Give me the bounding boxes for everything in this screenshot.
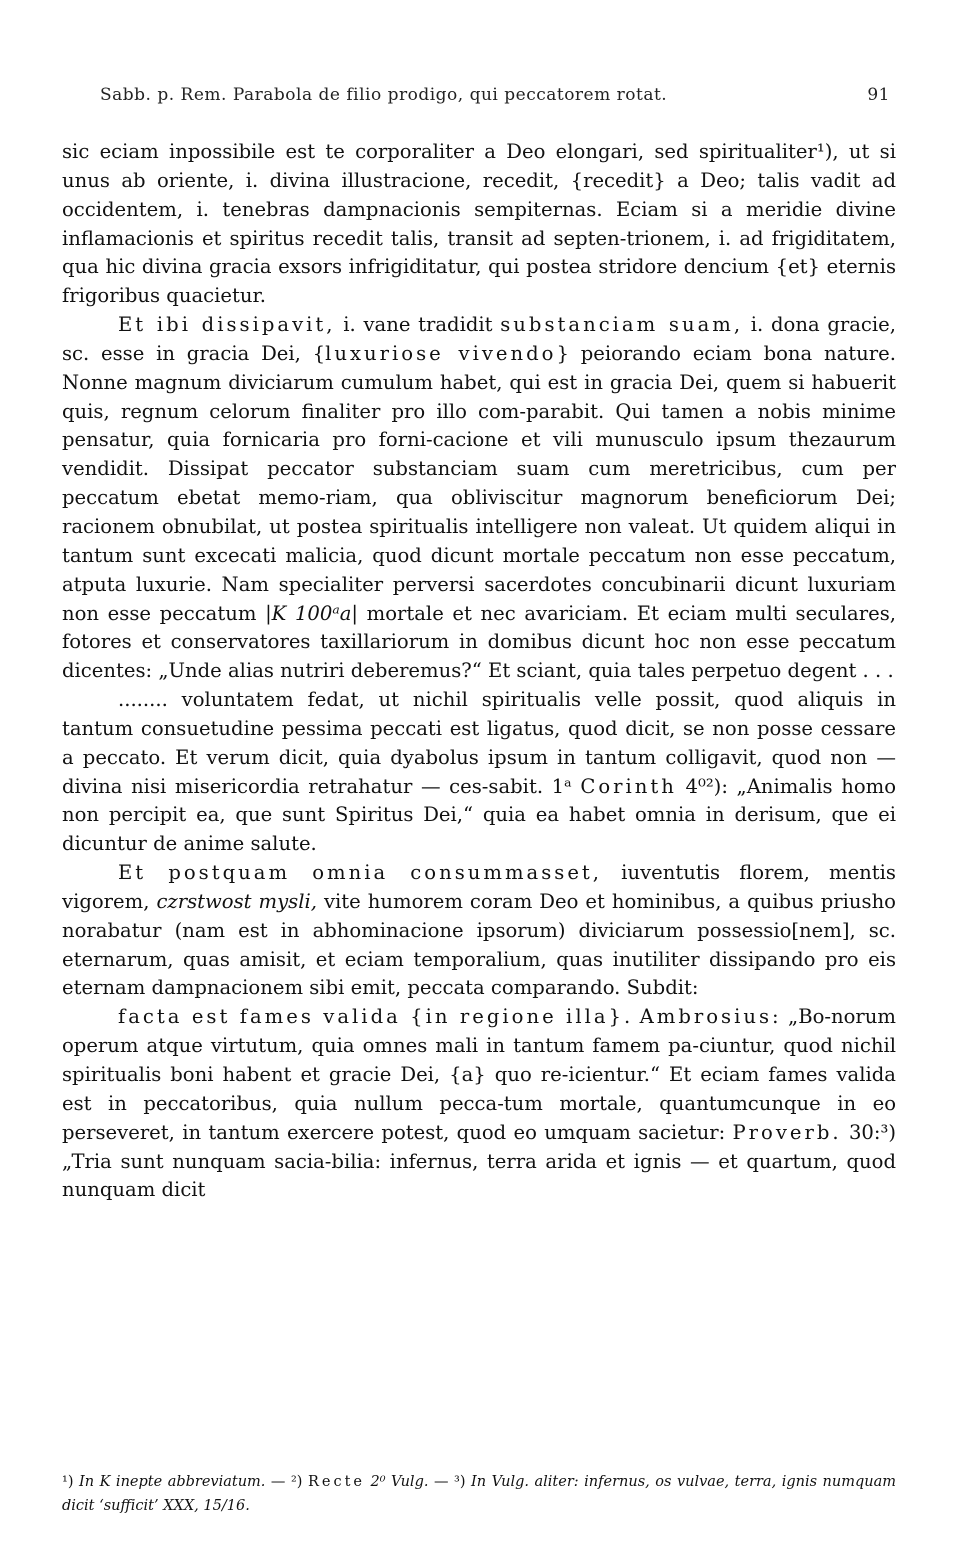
paragraph-5	[62, 1003, 896, 1205]
footnote-3-number: ³)	[454, 1474, 466, 1490]
footnote-block	[62, 1470, 896, 1518]
lemma-luxuriose: luxuriose vivendo	[325, 341, 557, 365]
text-run: i. dona gracie, sc. esse in gracia Dei, {	[62, 313, 896, 365]
text-run: „Bo-norum operum atque virtutum, quia omnes mali in tantum famem pa-ciuntur, quod nichil spiritualis boni habent et gracie Dei, {a} quo re-icientur.“ Et eciam fames valida est in peccatoribus, quia nullum pecca-tum mortale, quantumcunque in eo perseveret, in tantum exercere potest, quod eo umquam sacietur:	[62, 1005, 896, 1144]
footnote-separator: —	[265, 1474, 291, 1490]
text-run: ........ voluntatem fedat, ut nichil spiritualis velle possit, quod aliquis in tantum consuetudine pessima peccati est ligatus, quod dicit, se non posse cessare a peccato. Et verum dicit, quia dyabolus ipsum in tantum colligavit, quod non — divina nisi misericordia retrahatur — ces-sabit. 1ᵃ	[62, 688, 896, 798]
footnote-2-lead: Recte	[307, 1474, 365, 1490]
paragraph-2	[62, 311, 896, 686]
footnote-2-number: ²)	[290, 1474, 303, 1490]
footnote-2-text: 2⁰ Vulg.	[364, 1474, 429, 1490]
lemma-postquam: Et postquam omnia consummasset,	[118, 861, 603, 885]
text-run: } peiorando eciam bona nature. Nonne magnum diviciarum cumulum habet, qui est in gracia Dei, quem si habuerit quis, regnum celorum finaliter pro illo com-parabit. Qui tamen a nobis minime pensatur, quia fornicaria pro forni-cacione et vili munusculo ipsum thezaurum vendidit. Dissipat peccator substanciam suam cum meretricibus, cum per peccatum ebetat memo-riam, qua obliviscitur magnorum beneficiorum Dei; racionem obnubilat, ut postea spiritualis intelligere non valeat. Ut quidem aliqui in tantum sunt excecati malicia, quod dicunt mortale peccatum non esse peccatum, atputa luxurie. Nam specialiter perversi sacerdotes concubinarii dicunt luxuriam non esse peccatum	[62, 341, 896, 625]
text-run: mortale et nec avariciam. Et eciam multi seculares, fotores et conservatores taxillariorum in domibus dicunt hoc non esse peccatum dicentes: „Unde alias nutriri deberemus?“ Et sciant, quia tales perpetuo degent . . .	[62, 601, 896, 683]
lemma-substanciam: substanciam suam,	[500, 313, 744, 337]
manuscript-reference: |K 100ᵃa|	[265, 601, 358, 625]
body-text	[62, 138, 896, 1205]
footnote-1-text: In K inepte abbreviatum.	[79, 1474, 266, 1490]
citation-ambrosius: Ambrosius:	[639, 1005, 782, 1029]
footnote-1-number: ¹)	[62, 1474, 74, 1490]
lemma-fames: facta est fames valida {in regione illa}.	[118, 1005, 634, 1029]
footnote-separator: —	[428, 1474, 454, 1490]
citation-proverb: Proverb.	[732, 1120, 842, 1144]
paragraph-1: sic eciam inpossibile est te corporaliter a Deo elongari, sed spiritualiter¹), ut si unus ab oriente, i. divina illustracione, recedit, {recedit} a Deo; talis vadit ad occidentem, i. tenebras dampnacionis sempiternas. Eciam si a meridie divine inflamacionis et spiritus recedit talis, transit ad septen-trionem, i. ad frigiditatem, qua hic divina gracia exsors infrigiditatur, qui postea stridore dencium {et} eternis frigoribus quacietur.	[62, 140, 896, 308]
lemma-dissipavit: Et ibi dissipavit,	[118, 313, 336, 337]
paragraph-3	[62, 686, 896, 859]
paragraph-4	[62, 859, 896, 1003]
text-run: i. vane tradidit	[335, 313, 501, 337]
citation-corinth: Corinth	[580, 774, 677, 798]
text-run: 4⁰²): „Animalis homo non percipit ea, que sunt Spiritus Dei,“ quia ea habet omnia in derisum, que ei dicuntur de anime salute.	[62, 774, 896, 856]
page-number: 91	[867, 85, 890, 105]
footnote-3-text: In Vulg. aliter: infernus, os vulvae, terra, ignis numquam dicit ‘sufficit’ XXX, 15/16.	[62, 1474, 896, 1514]
text-run: 30:³) „Tria sunt nunquam sacia-bilia: infernus, terra arida et ignis — et quartum, quod nunquam dicit	[62, 1120, 896, 1202]
footnotes	[62, 1470, 896, 1518]
running-title: Sabb. p. Rem. Parabola de filio prodigo, qui peccatorem rotat.	[100, 85, 668, 105]
text-run: vite humorem coram Deo et hominibus, a quibus priusho norabatur (nam est in abhominacione ipsorum) diviciarum possessio[nem], sc. eternarum, quas amisit, et eciam temporalium, quas inutiliter dissipando pro eis eternam dampnacionem sibi emit, peccata comparando. Subdit:	[62, 889, 896, 1000]
running-header	[100, 85, 890, 105]
text-run: iuventutis florem, mentis vigorem,	[62, 861, 896, 913]
czech-gloss: czrstwost mysli,	[156, 889, 317, 913]
